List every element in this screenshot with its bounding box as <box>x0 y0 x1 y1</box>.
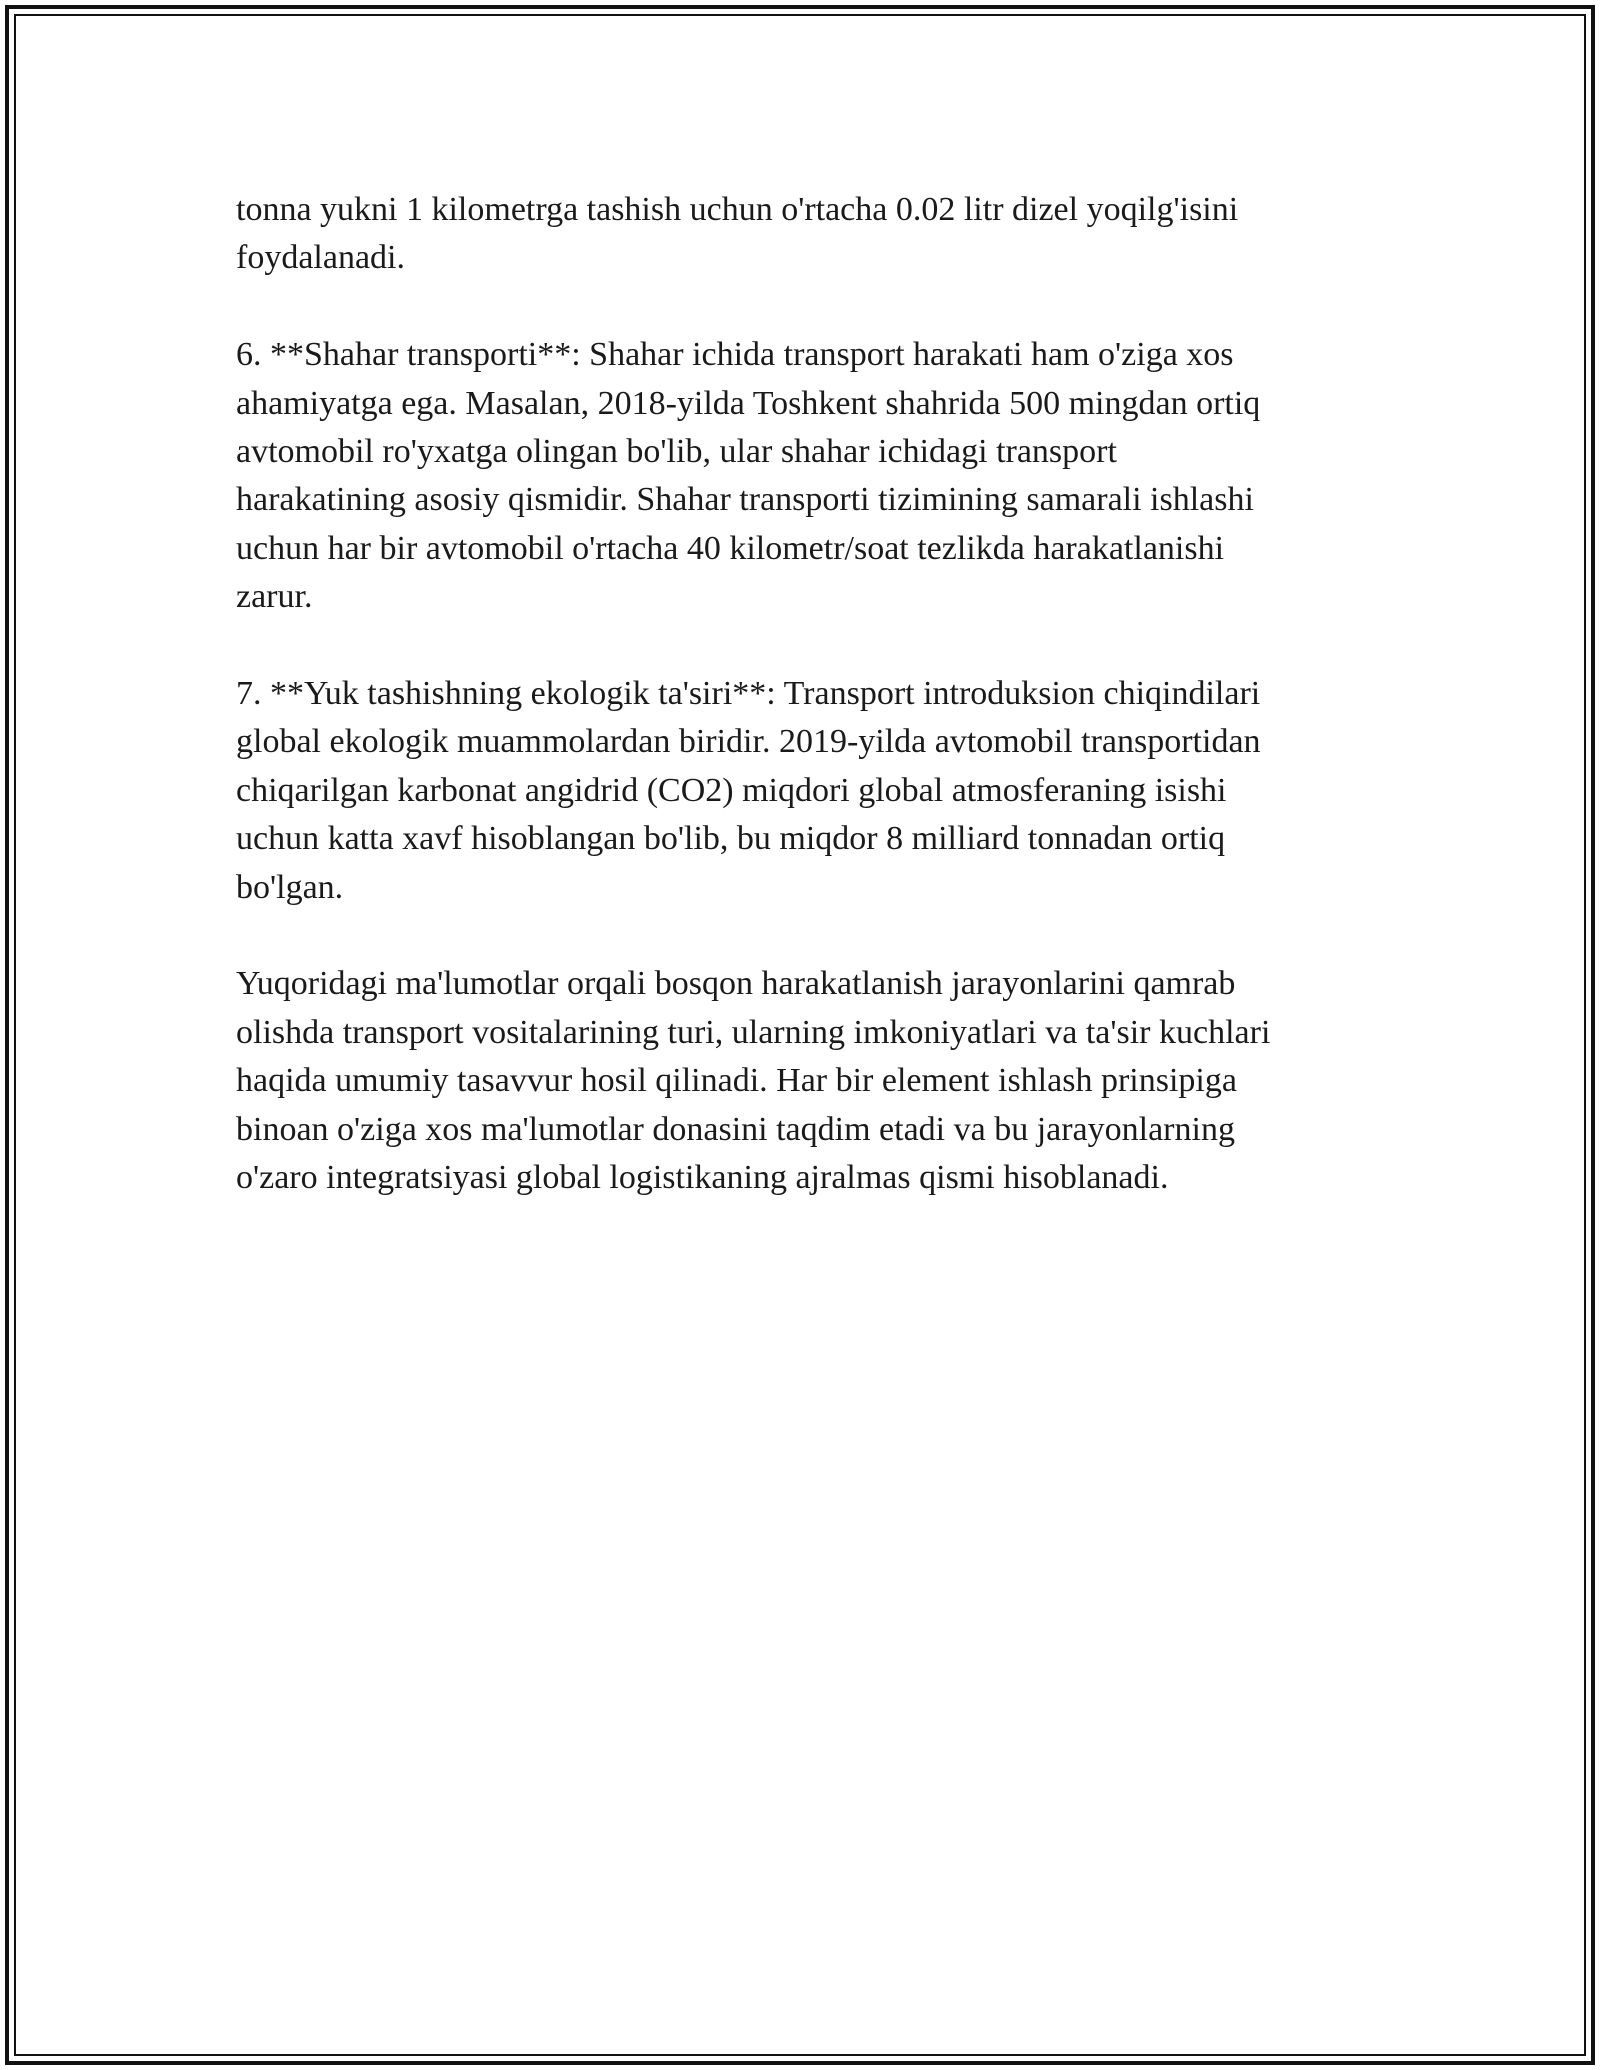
paragraph-urban-transport: 6. **Shahar transporti**: Shahar ichida transport harakati ham o'ziga xos ahamiyatga ega. Masalan, 2018-yilda Toshkent shahrida 500 mingdan ortiq avtomobil ro'yxatga olingan bo'lib, ular shahar ichidagi transport harakatining asosiy qismidir. Shahar transporti tizimining samarali ishlashi uchun har bir avtomobil o'rtacha 40 kilometr/soat tezlikda harakatlanishi zarur. <box>236 336 1261 616</box>
paragraph-conclusion: Yuqoridagi ma'lumotlar orqali bosqon harakatlanish jarayonlarini qamrab olishda transport vositalarining turi, ularning imkoniyatlari va ta'sir kuchlari haqida umumiy tasavvur hosil qilinadi. Har bir element ishlash prinsipiga binoan o'ziga xos ma'lumotlar donasini taqdim etadi va bu jarayonlarning o'zaro integratsiyasi global logistikaning ajralmas qismi hisoblanadi. <box>236 965 1271 1197</box>
paragraph-ecological-impact: 7. **Yuk tashishning ekologik ta'siri**: Transport introduksion chiqindilari global ekologik muammolardan biridir. 2019-yilda avtomobil transportidan chiqarilgan karbonat angidrid (CO2) miqdori global atmosferaning isishi uchun katta xavf hisoblangan bo'lib, bu miqdor 8 milliard tonnadan ortiq bo'lgan. <box>236 675 1261 906</box>
paragraph-continuation: tonna yukni 1 kilometrga tashish uchun o'rtacha 0.02 litr dizel yoqilg'isini foydalanadi. <box>236 191 1239 277</box>
document-body <box>236 186 1366 1202</box>
